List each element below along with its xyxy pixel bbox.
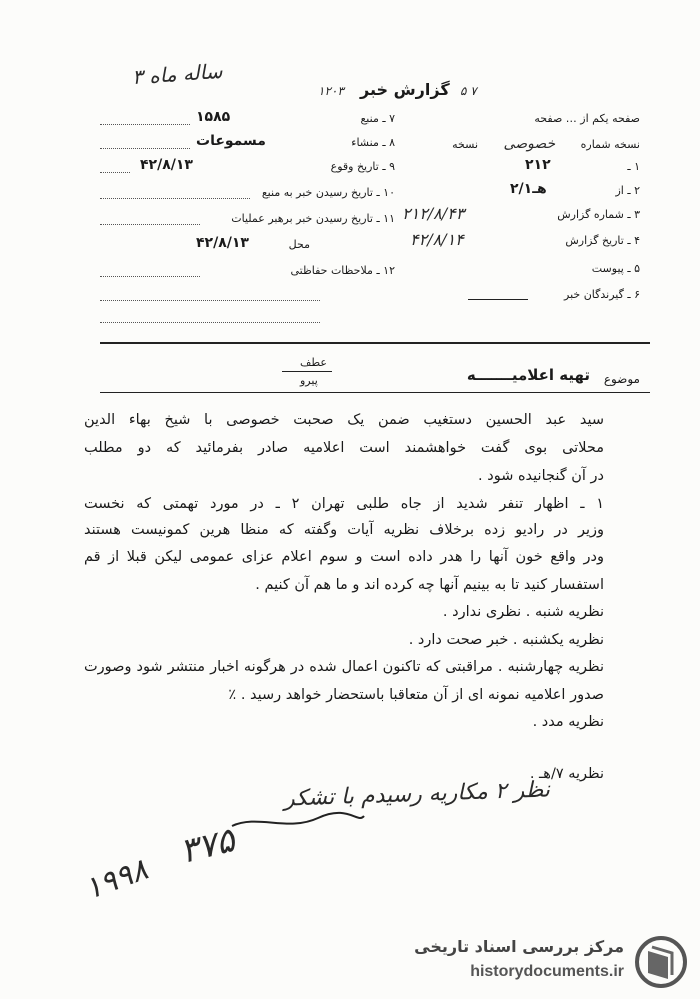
body-line: نظریه مدد . <box>532 714 604 730</box>
right-field-3-value: ۲۱۲/۸/۴۳ <box>402 204 465 223</box>
final-note: نظریه ۷/هـ . <box>529 766 604 782</box>
left-field-7-value: ۱۵۸۵ <box>196 109 231 125</box>
handwritten-signature: نظر ۲ مکاریه رسیدم با تشکر <box>283 777 551 812</box>
left-field-9-value: ۴۲/۸/۱۳ <box>140 157 193 173</box>
field-number: ۷ <box>389 112 395 125</box>
field-label: شماره گزارش <box>557 208 624 221</box>
field-separator: ـ <box>382 112 386 125</box>
body-line: ودر واقع خون آنها را هدر داده است و سوم اعلام عزای عمومی لیکن قبلا از قم <box>84 549 604 565</box>
right-field-3 <box>557 208 640 221</box>
field-label: منشاء <box>351 136 379 149</box>
left-field-8 <box>351 136 395 149</box>
body-line: استفسار کنید تا به بینیم آنها چه کرده اند و ما هم آن کنیم . <box>255 577 604 593</box>
right-field-4-value: ۴۲/۸/۱۴ <box>410 230 464 249</box>
copy-number-suffix: نسخه <box>452 138 479 151</box>
right-field-6 <box>564 288 640 301</box>
field-label: تاریخ گزارش <box>565 234 624 247</box>
left-field-8-value: مسموعات <box>196 133 266 149</box>
field-number: ۲ <box>634 184 640 197</box>
field-number: ۵ <box>634 262 640 275</box>
field-number: ۱۲ <box>383 264 395 277</box>
field-separator: ـ <box>627 184 631 197</box>
field-label: گیرندگان خبر <box>564 288 624 301</box>
dotted-line <box>100 322 320 323</box>
field-separator: ـ <box>627 208 631 221</box>
field-number: ۱ <box>634 160 640 173</box>
subject-underline <box>100 392 650 393</box>
margin-number-2: ۱۹۹۸ <box>79 852 153 907</box>
right-field-4 <box>565 234 640 247</box>
dotted-line <box>100 124 190 125</box>
field-label: ملاحظات حفاظتی <box>290 264 373 277</box>
watermark-title: مرکز بررسی اسناد تاریخی <box>414 937 624 956</box>
field-separator: ـ <box>382 136 386 149</box>
field-separator: ـ <box>376 186 380 199</box>
archive-watermark <box>404 933 694 995</box>
dotted-line <box>100 148 190 149</box>
left-field-location <box>289 238 310 251</box>
left-field-location-value: ۴۲/۸/۱۳ <box>196 235 249 251</box>
handwritten-note-topleft: ۳ ساله ماه <box>131 58 224 90</box>
field-separator: ـ <box>376 264 380 277</box>
right-field-2-value: ۲/هـ۱ <box>510 181 547 197</box>
body-line: نظریه یکشنبه . خبر صحت دارد . <box>408 632 604 648</box>
field-separator: ـ <box>376 212 380 225</box>
body-line: نظریه شنبه . نظری ندارد . <box>442 604 604 620</box>
field-number: ۶ <box>634 288 640 301</box>
dotted-line <box>100 300 320 301</box>
reference-atf-label: عطف <box>300 356 327 369</box>
left-field-10 <box>262 186 395 199</box>
field-label: پیوست <box>591 262 624 275</box>
body-line: محلاتی بوی گفت خواهشمند است اعلامیه صادر بفرمائید که دو مطلب <box>84 440 604 456</box>
dotted-line <box>100 224 200 225</box>
dotted-line <box>100 276 200 277</box>
signature-flourish <box>228 806 368 836</box>
copy-number-label: نسخه شماره <box>580 138 640 151</box>
field-number: ۳ <box>634 208 640 221</box>
body-line: نظریه چهارشنبه . مراقبتی که تاکنون اعمال شده در هرگونه اخبار منتشر شود وصورت <box>84 659 604 675</box>
field-number: ۱۰ <box>383 186 395 199</box>
left-field-7 <box>360 112 395 125</box>
reference-peyro-label: پیرو <box>300 374 318 387</box>
field-separator: ـ <box>627 262 631 275</box>
field-separator: ـ <box>382 160 386 173</box>
archive-logo-icon <box>634 935 688 989</box>
copy-number-value: خصوصی <box>503 136 556 152</box>
field-label: از <box>615 184 624 197</box>
dotted-line <box>100 172 130 173</box>
copy-number-row <box>452 136 640 152</box>
field-label: محل <box>288 238 310 251</box>
document-title: گزارش خبر <box>360 80 450 99</box>
right-field-2 <box>615 184 640 197</box>
dotted-line <box>100 198 250 199</box>
margin-number: ۳۷۵ <box>175 819 239 873</box>
right-field-1 <box>627 160 640 173</box>
field-label: تاریخ وقوع <box>330 160 379 173</box>
reference-divider <box>282 371 332 372</box>
subject-label: موضوع <box>603 372 640 386</box>
field-separator: ـ <box>627 234 631 247</box>
body-line: وزیر در رادیو زده برخلاف نظریه آیات وگفته که منظا هرین کمونیست هستند <box>84 522 604 538</box>
left-field-9 <box>331 160 395 173</box>
field-number: ۱۱ <box>383 212 395 225</box>
field-label: منبع <box>360 112 379 125</box>
field-label: تاریخ رسیدن خبر به منبع <box>261 186 373 199</box>
body-line: صدور اعلامیه نمونه ای از آن متعاقبا باستحضار خواهد رسید . ٪ <box>228 687 604 703</box>
right-field-1-value: ۲۱۲ <box>525 157 551 173</box>
field-number: ۹ <box>389 160 395 173</box>
left-field-12 <box>290 264 395 277</box>
watermark-url: historydocuments.ir <box>470 963 624 980</box>
body-line: در آن گنجانیده شود . <box>478 468 604 484</box>
subject-value: تهیه اعلامیـــــــه <box>466 366 590 384</box>
handwritten-title-right: ۵ ۷ <box>460 84 477 98</box>
header-separator-rule <box>100 342 650 344</box>
field-number: ۸ <box>389 136 395 149</box>
right-field-5 <box>592 262 640 275</box>
left-field-11 <box>231 212 395 225</box>
field-number: ۴ <box>634 234 640 247</box>
page-count-label: صفحه یکم از … صفحه <box>534 112 640 125</box>
field-separator: ـ <box>627 160 631 173</box>
field-separator: ـ <box>627 288 631 301</box>
body-line: ۱ ـ اظهار تنفر شدید از جاه طلبی تهران ۲ ـ در مورد تهمتی که نخست <box>84 496 605 512</box>
body-line: سید عبد الحسین دستغیب ضمن یک صحبت خصوصی با شیخ بهاء الدین <box>84 412 604 428</box>
handwritten-title-left: ۱۲۰۳ <box>318 84 344 98</box>
right-field-6-underline <box>468 299 528 300</box>
field-label: تاریخ رسیدن خبر برهبر عملیات <box>231 212 373 225</box>
